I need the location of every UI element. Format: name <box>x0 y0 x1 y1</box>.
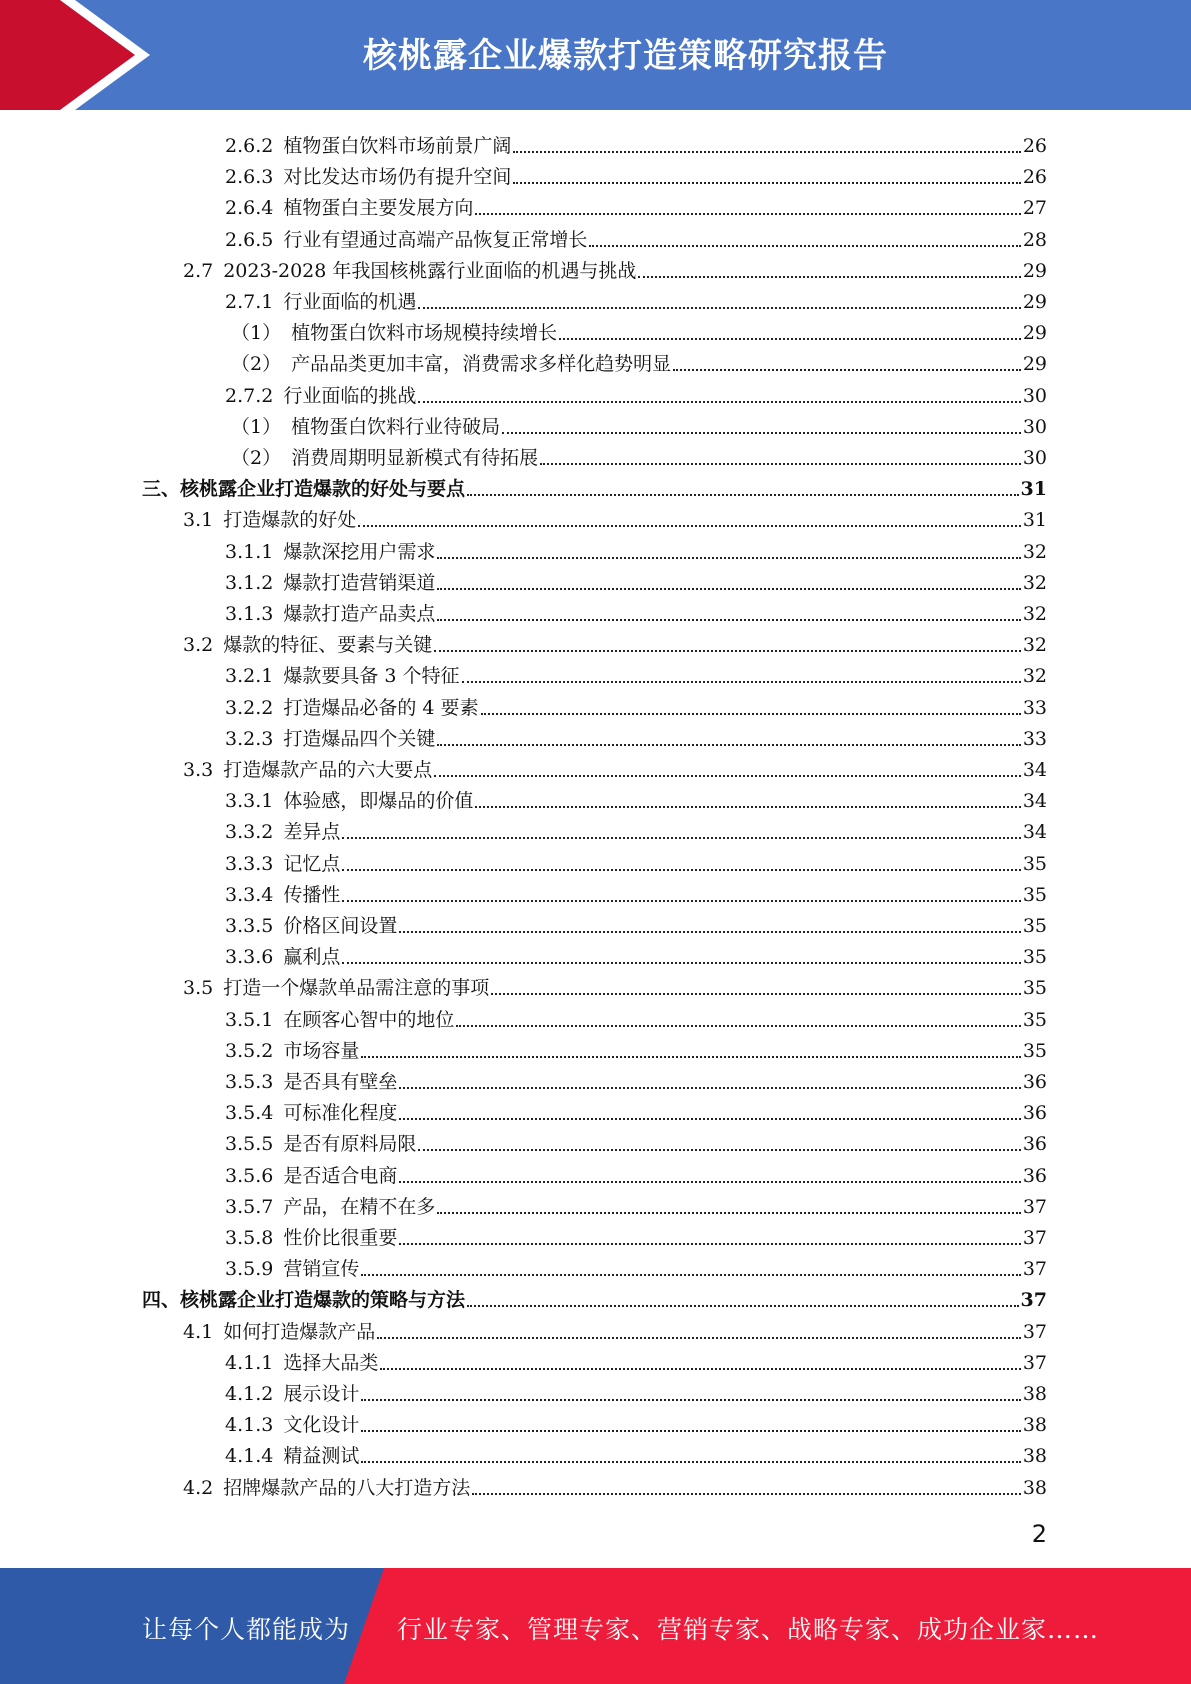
toc-dot-leader <box>361 1274 1020 1276</box>
toc-dot-leader <box>472 1493 1021 1495</box>
toc-entry[interactable] <box>225 283 1047 314</box>
toc-dot-leader <box>437 557 1020 559</box>
toc-entry[interactable] <box>225 533 1047 564</box>
toc-entry-page: 32 <box>1022 634 1047 657</box>
toc-entry-number: 3.3.4 <box>225 883 274 906</box>
toc-entry-page: 37 <box>1022 1227 1047 1249</box>
toc-entry-page: 37 <box>1022 1258 1047 1281</box>
toc-entry[interactable] <box>225 1344 1047 1375</box>
toc-dot-leader <box>434 775 1021 777</box>
toc-entry[interactable] <box>231 408 1047 439</box>
toc-entry-title: 植物蛋白主要发展方向 <box>283 197 474 220</box>
toc-entry[interactable] <box>183 1469 1047 1500</box>
toc-dot-leader <box>399 1243 1020 1245</box>
toc-entry-page: 35 <box>1022 915 1047 937</box>
toc-entry-title: 打造爆品四个关键 <box>283 727 436 750</box>
toc-entry[interactable] <box>225 564 1047 595</box>
toc-dot-leader <box>437 588 1020 590</box>
toc-entry-title: 爆款打造产品卖点 <box>283 603 436 625</box>
toc-entry-title: 爆款打造营销渠道 <box>283 571 436 594</box>
toc-entry-number: 3.2.2 <box>225 696 274 719</box>
toc-dot-leader <box>399 1087 1020 1089</box>
toc-entry-title: 性价比很重要 <box>283 1227 398 1249</box>
toc-entry[interactable] <box>225 221 1047 252</box>
toc-dot-leader <box>361 1430 1020 1432</box>
page-header <box>0 0 1191 110</box>
toc-dot-leader <box>491 993 1021 995</box>
toc-dot-leader <box>462 681 1021 683</box>
toc-entry-number: 3.2 <box>183 634 214 657</box>
toc-entry-page: 29 <box>1022 259 1047 282</box>
toc-entry-page: 29 <box>1022 322 1047 345</box>
toc-dot-leader <box>418 401 1020 403</box>
toc-dot-leader <box>377 1337 1021 1339</box>
toc-entry-number: 2.6.3 <box>225 166 274 189</box>
toc-dot-leader <box>589 245 1020 247</box>
toc-entry[interactable] <box>225 1094 1047 1125</box>
toc-entry-number: 4.1 <box>183 1320 214 1343</box>
toc-entry-title: 打造一个爆款单品需注意的事项 <box>223 977 490 1000</box>
toc-entry-title: 产品，在精不在多 <box>283 1195 436 1218</box>
toc-entry-page: 26 <box>1022 166 1047 189</box>
toc-entry[interactable] <box>225 720 1047 751</box>
toc-entry-title: 展示设计 <box>283 1383 360 1405</box>
toc-entry-title: 传播性 <box>283 883 341 906</box>
toc-entry-number: 4.1.4 <box>225 1445 274 1468</box>
toc-entry-page: 35 <box>1022 946 1047 969</box>
toc-dot-leader <box>361 1056 1020 1058</box>
toc-dot-leader <box>437 1212 1020 1214</box>
toc-dot-leader <box>467 1305 1019 1307</box>
toc-entry-number: 3.5 <box>183 977 214 1000</box>
toc-entry-number: 3.3.2 <box>225 821 274 844</box>
toc-entry-title: 爆款的特征、要素与关键 <box>223 634 433 657</box>
toc-entry[interactable] <box>225 158 1047 189</box>
toc-dot-leader <box>481 713 1021 715</box>
toc-entry-number: 4.2 <box>183 1476 214 1499</box>
toc-entry-number: （1） <box>231 322 282 345</box>
toc-dot-leader <box>361 1399 1020 1401</box>
toc-entry-number: 3.2.3 <box>225 727 274 750</box>
toc-entry-number: （2） <box>231 447 282 469</box>
toc-entry[interactable] <box>225 938 1047 969</box>
toc-entry-number: 3.1.1 <box>225 540 274 563</box>
toc-entry-number: 3.1.2 <box>225 571 274 594</box>
toc-entry[interactable] <box>231 439 1047 470</box>
toc-entry-page: 35 <box>1022 1008 1047 1031</box>
toc-entry[interactable] <box>142 470 1047 501</box>
toc-entry-title: 爆款深挖用户需求 <box>283 540 436 563</box>
toc-entry[interactable] <box>225 1188 1047 1219</box>
toc-entry-title: 2023-2028 年我国核桃露行业面临的机遇与挑战 <box>223 259 637 282</box>
toc-entry-title: 营销宣传 <box>283 1258 360 1281</box>
toc-dot-leader <box>475 213 1020 215</box>
toc-entry[interactable] <box>231 345 1047 376</box>
toc-entry-title: 行业有望通过高端产品恢复正常增长 <box>283 228 588 251</box>
report-title: 核桃露企业爆款打造策略研究报告 <box>363 36 888 76</box>
toc-entry-page: 36 <box>1022 1164 1047 1187</box>
toc-entry-number: 三、 <box>142 478 181 501</box>
toc-entry-number: 4.1.3 <box>225 1414 274 1437</box>
toc-entry-title: 差异点 <box>283 821 341 844</box>
toc-entry-number: 3.3.3 <box>225 852 274 875</box>
toc-dot-leader <box>467 494 1019 496</box>
toc-entry-title: 植物蛋白饮料市场规模持续增长 <box>291 322 558 345</box>
toc-entry[interactable] <box>225 689 1047 720</box>
toc-entry-number: 3.1 <box>183 509 214 532</box>
toc-entry-title: 选择大品类 <box>283 1351 379 1374</box>
toc-entry[interactable] <box>225 1437 1047 1468</box>
toc-entry-title: 核桃露企业打造爆款的策略与方法 <box>180 1289 466 1312</box>
toc-dot-leader <box>342 869 1020 871</box>
toc-entry-title: 打造爆款产品的六大要点 <box>223 759 433 781</box>
toc-entry-page: 35 <box>1022 852 1047 875</box>
toc-entry[interactable] <box>225 813 1047 844</box>
toc-entry-title: 是否具有壁垒 <box>283 1071 398 1093</box>
toc-entry-number: 3.3.5 <box>225 915 274 937</box>
toc-entry-title: 打造爆品必备的 4 要素 <box>283 696 479 719</box>
toc-dot-leader <box>437 744 1020 746</box>
toc-entry-number: 3.5.5 <box>225 1133 274 1156</box>
toc-entry-number: 3.3 <box>183 759 214 781</box>
toc-entry-title: 爆款要具备 3 个特征 <box>283 665 460 688</box>
toc-entry-number: 2.7 <box>183 259 214 282</box>
toc-entry-title: 打造爆款的好处 <box>223 509 357 532</box>
toc-dot-leader <box>342 962 1020 964</box>
toc-entry-page: 38 <box>1022 1476 1047 1499</box>
toc-dot-leader <box>673 369 1021 371</box>
toc-entry-page: 36 <box>1022 1133 1047 1156</box>
toc-entry-title: 核桃露企业打造爆款的好处与要点 <box>180 478 466 501</box>
toc-entry-page: 37 <box>1022 1351 1047 1374</box>
toc-entry-title: 赢利点 <box>283 946 341 969</box>
toc-dot-leader <box>502 432 1021 434</box>
toc-entry-number: （1） <box>231 415 282 438</box>
toc-entry-title: 植物蛋白饮料市场前景广阔 <box>283 135 512 157</box>
toc-entry-page: 35 <box>1022 1039 1047 1062</box>
toc-entry[interactable] <box>225 189 1047 220</box>
page-number: 2 <box>1031 1520 1047 1548</box>
toc-entry[interactable] <box>225 595 1047 626</box>
toc-entry-page: 38 <box>1022 1414 1047 1437</box>
toc-entry-title: 体验感，即爆品的价值 <box>283 790 474 813</box>
toc-entry-page: 32 <box>1022 540 1047 563</box>
toc-entry-page: 35 <box>1022 977 1047 1000</box>
toc-entry-number: 3.5.7 <box>225 1195 274 1218</box>
toc-entry-title: 可标准化程度 <box>283 1102 398 1125</box>
toc-entry-title: 市场容量 <box>283 1039 360 1062</box>
toc-entry-page: 34 <box>1022 790 1047 813</box>
toc-entry[interactable] <box>183 501 1047 532</box>
toc-entry[interactable] <box>225 1250 1047 1281</box>
toc-entry[interactable] <box>183 1313 1047 1344</box>
footer-slogan-right: 行业专家、管理专家、营销专家、战略专家、成功企业家…… <box>397 1615 1100 1644</box>
toc-entry-page: 34 <box>1022 759 1047 781</box>
toc-dot-leader <box>361 1461 1020 1463</box>
toc-entry-page: 37 <box>1022 1195 1047 1218</box>
toc-entry-page: 26 <box>1022 135 1047 157</box>
toc-dot-leader <box>358 525 1021 527</box>
toc-entry[interactable] <box>225 907 1047 938</box>
toc-entry-page: 28 <box>1022 228 1047 251</box>
toc-entry-page: 32 <box>1022 603 1047 625</box>
toc-entry[interactable] <box>183 751 1047 782</box>
toc-entry-title: 对比发达市场仍有提升空间 <box>283 166 512 189</box>
toc-entry[interactable] <box>225 1375 1047 1406</box>
toc-dot-leader <box>434 650 1021 652</box>
toc-entry-number: 2.6.5 <box>225 228 274 251</box>
toc-entry[interactable] <box>225 127 1047 158</box>
toc-entry[interactable] <box>225 1032 1047 1063</box>
toc-entry-number: 2.6.2 <box>225 135 274 157</box>
toc-entry-page: 37 <box>1020 1289 1047 1312</box>
toc-entry-page: 27 <box>1022 197 1047 220</box>
toc-entry-title: 精益测试 <box>283 1445 360 1468</box>
toc-entry[interactable] <box>183 969 1047 1000</box>
toc-entry-number: 3.5.1 <box>225 1008 274 1031</box>
toc-entry-title: 行业面临的挑战 <box>283 384 417 407</box>
toc-entry-page: 38 <box>1022 1445 1047 1468</box>
toc-entry[interactable] <box>225 876 1047 907</box>
toc-entry[interactable] <box>183 626 1047 657</box>
toc-entry-number: 3.2.1 <box>225 665 274 688</box>
toc-dot-leader <box>437 619 1020 621</box>
toc-entry-page: 30 <box>1022 415 1047 438</box>
toc-entry-title: 如何打造爆款产品 <box>223 1320 376 1343</box>
toc-entry-number: 3.5.8 <box>225 1227 274 1249</box>
footer-slogan-left: 让每个人都能成为 <box>142 1615 351 1644</box>
toc-entry[interactable] <box>225 657 1047 688</box>
toc-entry-page: 32 <box>1022 571 1047 594</box>
toc-entry-number: 3.5.2 <box>225 1039 274 1062</box>
toc-entry-number: 3.5.4 <box>225 1102 274 1125</box>
toc-entry[interactable] <box>231 314 1047 345</box>
toc-entry-title: 是否适合电商 <box>283 1164 398 1187</box>
toc-entry[interactable] <box>225 1219 1047 1250</box>
toc-dot-leader <box>540 463 1021 465</box>
toc-entry-page: 29 <box>1022 353 1047 376</box>
toc-entry-title: 是否有原料局限 <box>283 1133 417 1156</box>
toc-entry-page: 31 <box>1020 478 1047 501</box>
toc-dot-leader <box>418 1149 1020 1151</box>
toc-entry-number: 4.1.2 <box>225 1383 274 1405</box>
toc-entry-page: 33 <box>1022 696 1047 719</box>
toc-entry-title: 产品品类更加丰富，消费需求多样化趋势明显 <box>291 353 672 376</box>
toc-entry-number: （2） <box>231 353 282 376</box>
toc-entry-title: 价格区间设置 <box>283 915 398 937</box>
toc-dot-leader <box>380 1368 1020 1370</box>
toc-entry[interactable] <box>225 1125 1047 1156</box>
toc-entry-page: 32 <box>1022 665 1047 688</box>
toc-entry-number: 4.1.1 <box>225 1351 274 1374</box>
toc-entry[interactable] <box>183 252 1047 283</box>
toc-entry-title: 招牌爆款产品的八大打造方法 <box>223 1476 471 1499</box>
toc-entry-title: 植物蛋白饮料行业待破局 <box>291 415 501 438</box>
toc-entry-number: 3.5.3 <box>225 1071 274 1093</box>
toc-entry-page: 35 <box>1022 883 1047 906</box>
toc-dot-leader <box>456 1025 1020 1027</box>
toc-dot-leader <box>399 1181 1020 1183</box>
toc-dot-leader <box>513 151 1020 153</box>
toc-dot-leader <box>342 837 1020 839</box>
page-footer <box>0 1568 1191 1684</box>
toc-dot-leader <box>638 276 1020 278</box>
toc-entry-number: 3.3.1 <box>225 790 274 813</box>
toc-entry-page: 36 <box>1022 1071 1047 1093</box>
toc-entry-title: 行业面临的机遇 <box>283 291 417 313</box>
toc-entry-page: 36 <box>1022 1102 1047 1125</box>
toc-entry-title: 记忆点 <box>283 852 341 875</box>
toc-entry-number: 2.7.2 <box>225 384 274 407</box>
toc-entry-page: 34 <box>1022 821 1047 844</box>
toc-entry[interactable] <box>225 377 1047 408</box>
toc-dot-leader <box>399 931 1020 933</box>
toc-entry-number: 2.7.1 <box>225 291 274 313</box>
toc-entry[interactable] <box>225 1001 1047 1032</box>
toc-entry-page: 38 <box>1022 1383 1047 1405</box>
toc-dot-leader <box>418 307 1020 309</box>
toc-entry[interactable] <box>225 782 1047 813</box>
toc-entry-page: 37 <box>1022 1320 1047 1343</box>
toc-entry[interactable] <box>225 1063 1047 1094</box>
toc-dot-leader <box>342 900 1020 902</box>
toc-dot-leader <box>399 1118 1020 1120</box>
toc-entry-title: 文化设计 <box>283 1414 360 1437</box>
toc-entry-number: 3.5.9 <box>225 1258 274 1281</box>
toc-entry-number: 3.5.6 <box>225 1164 274 1187</box>
toc-entry-page: 29 <box>1022 291 1047 313</box>
toc-entry-number: 3.1.3 <box>225 603 274 625</box>
toc-entry-page: 31 <box>1022 509 1047 532</box>
toc-entry-page: 30 <box>1022 447 1047 469</box>
toc-entry-page: 30 <box>1022 384 1047 407</box>
toc-entry-title: 在顾客心智中的地位 <box>283 1008 455 1031</box>
toc-entry-number: 2.6.4 <box>225 197 274 220</box>
toc-entry-title: 消费周期明显新模式有待拓展 <box>291 447 539 469</box>
toc-entry-page: 33 <box>1022 727 1047 750</box>
toc-dot-leader <box>475 806 1020 808</box>
toc-entry[interactable] <box>225 1157 1047 1188</box>
toc-entry[interactable] <box>142 1281 1047 1312</box>
toc-dot-leader <box>559 338 1021 340</box>
toc-entry-number: 四、 <box>142 1289 181 1312</box>
toc-entry[interactable] <box>225 1406 1047 1437</box>
toc-entry[interactable] <box>225 845 1047 876</box>
toc-entry-number: 3.3.6 <box>225 946 274 969</box>
toc-dot-leader <box>513 182 1020 184</box>
